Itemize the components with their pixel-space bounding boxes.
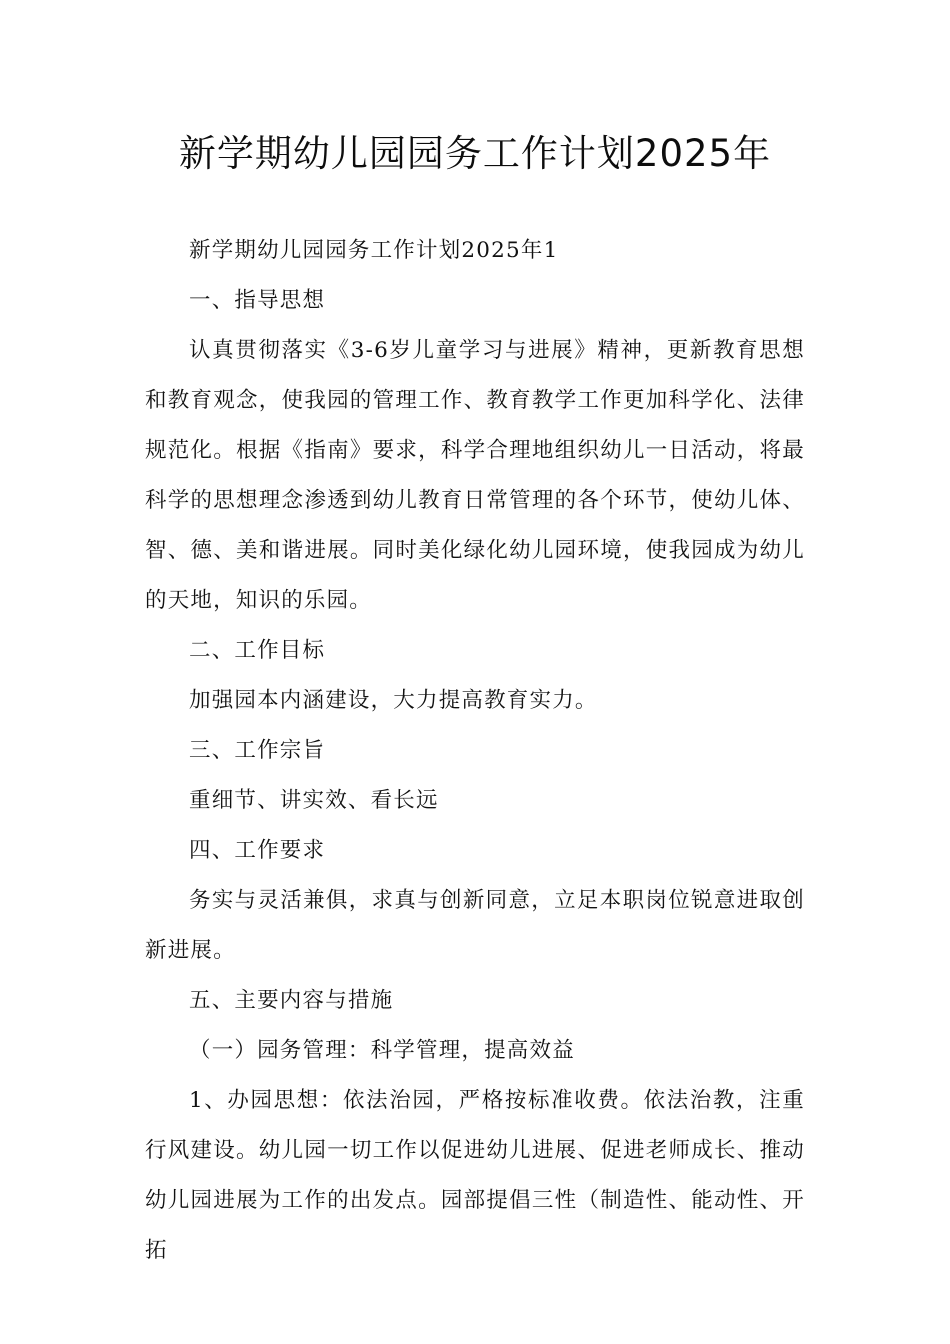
heading-work-goal: 二、工作目标	[189, 638, 326, 663]
paragraph-work-purpose: 重细节、讲实效、看长远	[189, 788, 439, 813]
paragraph-management-1: 1、办园思想：依法治园，严格按标准收费。依法治教，注重行风建设。幼儿园一切工作以促进幼儿进展、促进老师成长、推动幼儿园进展为工作的出发点。园部提倡三性（制造性、能动性、开拓	[145, 1088, 805, 1263]
paragraph-intro: 新学期幼儿园园务工作计划2025年1	[189, 238, 559, 263]
heading-main-content: 五、主要内容与措施	[189, 988, 394, 1013]
document-body	[145, 226, 805, 1276]
heading-work-purpose: 三、工作宗旨	[189, 738, 326, 763]
paragraph-work-requirements: 务实与灵活兼俱，求真与创新同意，立足本职岗位锐意进取创新进展。	[145, 888, 805, 963]
subheading-management: （一）园务管理：科学管理，提高效益	[189, 1038, 575, 1063]
heading-work-requirements: 四、工作要求	[189, 838, 326, 863]
paragraph-guiding-thought: 认真贯彻落实《3-6岁儿童学习与进展》精神，更新教育思想和教育观念，使我园的管理工作、教育教学工作更加科学化、法律规范化。根据《指南》要求，科学合理地组织幼儿一日活动，将最科学的思想理念渗透到幼儿教育日常管理的各个环节，使幼儿体、智、德、美和谐进展。同时美化绿化幼儿园环境，使我园成为幼儿的天地，知识的乐园。	[145, 338, 805, 613]
paragraph-work-goal: 加强园本内涵建设，大力提高教育实力。	[189, 688, 598, 713]
heading-guiding-thought: 一、指导思想	[189, 288, 326, 313]
document-title: 新学期幼儿园园务工作计划2025年	[178, 132, 772, 175]
